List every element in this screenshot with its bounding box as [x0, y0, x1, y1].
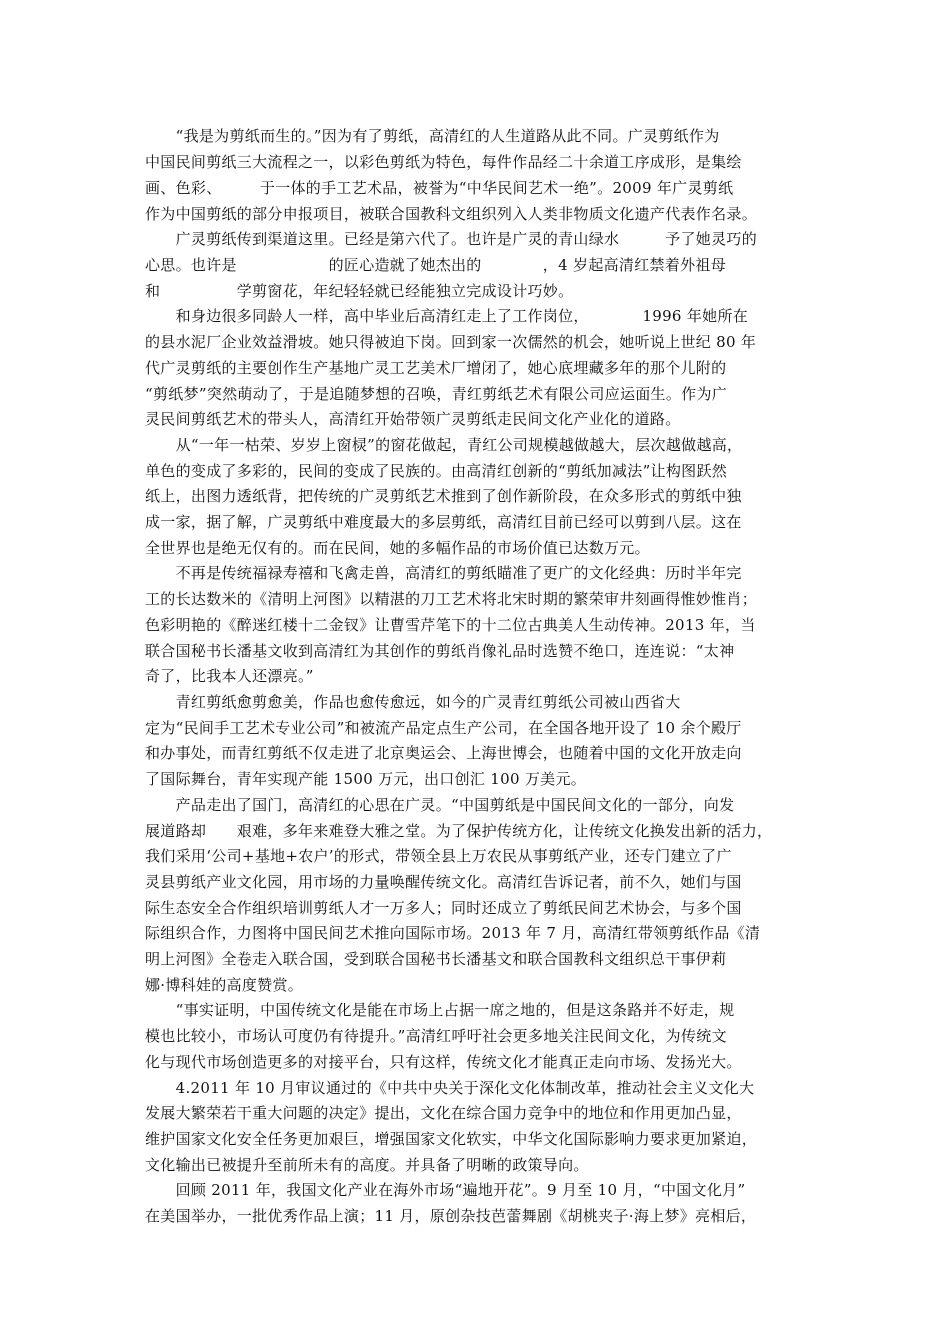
text-line: 不再是传统福禄寿禧和飞禽走兽，高清红的剪纸瞄准了更广的文化经典：历时半年完	[145, 564, 742, 582]
text-line: “剪纸梦”突然萌动了，于是追随梦想的召唤，青红剪纸艺术有限公司应运面生。作为广	[145, 385, 728, 403]
text-line: 娜·博科娃的高度赞赏。	[145, 976, 304, 994]
text-line: 回顾 2011 年，我国文化产业在海外市场“遍地开花”。9 月至 10 月，“中国文化月”	[145, 1181, 746, 1199]
text-line: 产品走出了国门，高清红的心思在广灵。“中国剪纸是中国民间文化的一部分，向发	[145, 796, 735, 814]
text-line: 的县水泥厂企业效益滑坡。她只得被迫下岗。回到家一次儒然的机会，她听说上世纪 80 年	[145, 333, 757, 351]
text-line: 青红剪纸愈剪愈美，作品也愈传愈远，如今的广灵青红剪纸公司被山西省大	[145, 693, 681, 711]
text-line: 从“一年一枯荣、岁岁上窗棂”的窗花做起，青红公司规模越做越大，层次越做越高，	[145, 436, 743, 454]
text-line: 明上河图》全卷走入联合国，受到联合国秘书长潘基文和联合国教科文组织总干事伊莉	[145, 950, 727, 968]
text-line: 联合国秘书长潘基文收到高清红为其创作的剪纸肖像礼品时选赞不绝口，连连说：“太神	[145, 642, 735, 660]
text-line: “我是为剪纸而生的。”因为有了剪纸，高清红的人生道路从此不同。广灵剪纸作为	[145, 127, 720, 145]
text-line: 际生态安全合作组织培训剪纸人才一万多人；同时还成立了剪纸民间艺术协会，与多个国	[145, 899, 742, 917]
text-line: “事实证明，中国传统文化是能在市场上占据一席之地的，但是这条路并不好走，规	[145, 1001, 735, 1019]
text-line: 广灵剪纸传到渠道这里。已经是第六代了。也许是广灵的青山绿水 予了她灵巧的	[145, 230, 758, 248]
text-line: 展道路却 艰难，多年来难登大雅之堂。为了保护传统方化，让传统文化换发出新的活力，	[145, 822, 773, 840]
text-line: 灵民间剪纸艺术的带头人，高清红开始带领广灵剪纸走民间文化产业化的道路。	[145, 410, 681, 428]
text-line: 文化输出已被提升至前所未有的高度。并具备了明晰的政策导向。	[145, 1156, 589, 1174]
text-line: 和身边很多同龄人一样，高中毕业后高清红走上了工作岗位， 1996 年她所在	[145, 307, 749, 325]
text-line: 灵县剪纸产业文化园，用市场的力量唤醒传统文化。高清红告诉记者，前不久，她们与国	[145, 873, 742, 891]
text-line: 模也比较小，市场认可度仍有待提升。”高清红呼吁社会更多地关注民间文化，为传统文	[145, 1027, 727, 1045]
text-line: 工的长达数米的《清明上河图》以精湛的刀工艺术将北宋时期的繁荣审井刻画得惟妙惟肖；	[145, 590, 758, 608]
text-line: 在美国举办，一批优秀作品上演；11 月，原创杂技芭蕾舞剧《胡桃夹子·海上梦》亮相后，	[145, 1207, 757, 1225]
text-line: 和办事处，而青红剪纸不仅走进了北京奥运会、上海世博会，也随着中国的文化开放走向	[145, 744, 742, 762]
text-line: 画、色彩、 于一体的手工艺术品，被誉为“中华民间艺术一绝”。2009 年广灵剪纸	[145, 179, 734, 197]
text-line: 了国际舞台，青年实现产能 1500 万元，出口创汇 100 万美元。	[145, 770, 587, 788]
text-line: 作为中国剪纸的部分申报项目，被联合国教科文组织列入人类非物质文化遗产代表作名录。	[145, 205, 758, 223]
text-line: 代广灵剪纸的主要创作生产基地广灵工艺美术厂增闭了，她心底埋藏多年的那个儿附的	[145, 359, 727, 377]
text-line: 化与现代市场创造更多的对接平台，只有这样，传统文化才能真正走向市场、发扬光大。	[145, 1053, 742, 1071]
text-line: 色彩明艳的《醉迷红楼十二金钗》让曹雪芹笔下的十二位古典美人生动传神。2013 年，当	[145, 616, 756, 634]
text-line: 维护国家文化安全任务更加艰巨，增强国家文化软实，中华文化国际影响力要求更加紧迫，	[145, 1130, 758, 1148]
text-line: 全世界也是绝无仅有的。而在民间，她的多幅作品的市场价值已达数万元。	[145, 539, 650, 557]
text-line: 成一家，据了解，广灵剪纸中难度最大的多层剪纸，高清红目前已经可以剪到八层。这在	[145, 513, 742, 531]
text-line: 奇了，比我本人还漂亮。”	[145, 667, 314, 685]
text-line: 我们采用‘公司+基地+农户’的形式，带领全县上万农民从事剪纸产业，还专门建立了广	[145, 847, 732, 865]
text-line: 4.2011 年 10 月审议通过的《中共中央关于深化文化体制改革，推动社会主义文化大	[145, 1079, 755, 1097]
text-line: 和 学剪窗花，年纪轻轻就已经能独立完成设计巧妙。	[145, 282, 574, 300]
text-line: 中国民间剪纸三大流程之一，以彩色剪纸为特色，每件作品经二十余道工序成形，是集绘	[145, 153, 742, 171]
text-line: 纸上，出图力透纸背，把传统的广灵剪纸艺术推到了创作新阶段，在众多形式的剪纸中独	[145, 487, 742, 505]
text-line: 定为“民间手工艺术专业公司”和被流产品定点生产公司，在全国各地开设了 10 余个殿厅	[145, 719, 742, 737]
text-line: 心思。也许是 的匠心造就了她杰出的 ，4 岁起高清红禁着外祖母	[145, 256, 727, 274]
text-line: 发展大繁荣若干重大问题的决定》提出，文化在综合国力竞争中的地位和作用更加凸显，	[145, 1104, 742, 1122]
text-line: 际组织合作，力图将中国民间艺术推向国际市场。2013 年 7 月，高清红带领剪纸作品《清	[145, 924, 761, 942]
text-line: 单色的变成了多彩的，民间的变成了民族的。由高清红创新的“剪纸加减法”让构图跃然	[145, 462, 728, 480]
